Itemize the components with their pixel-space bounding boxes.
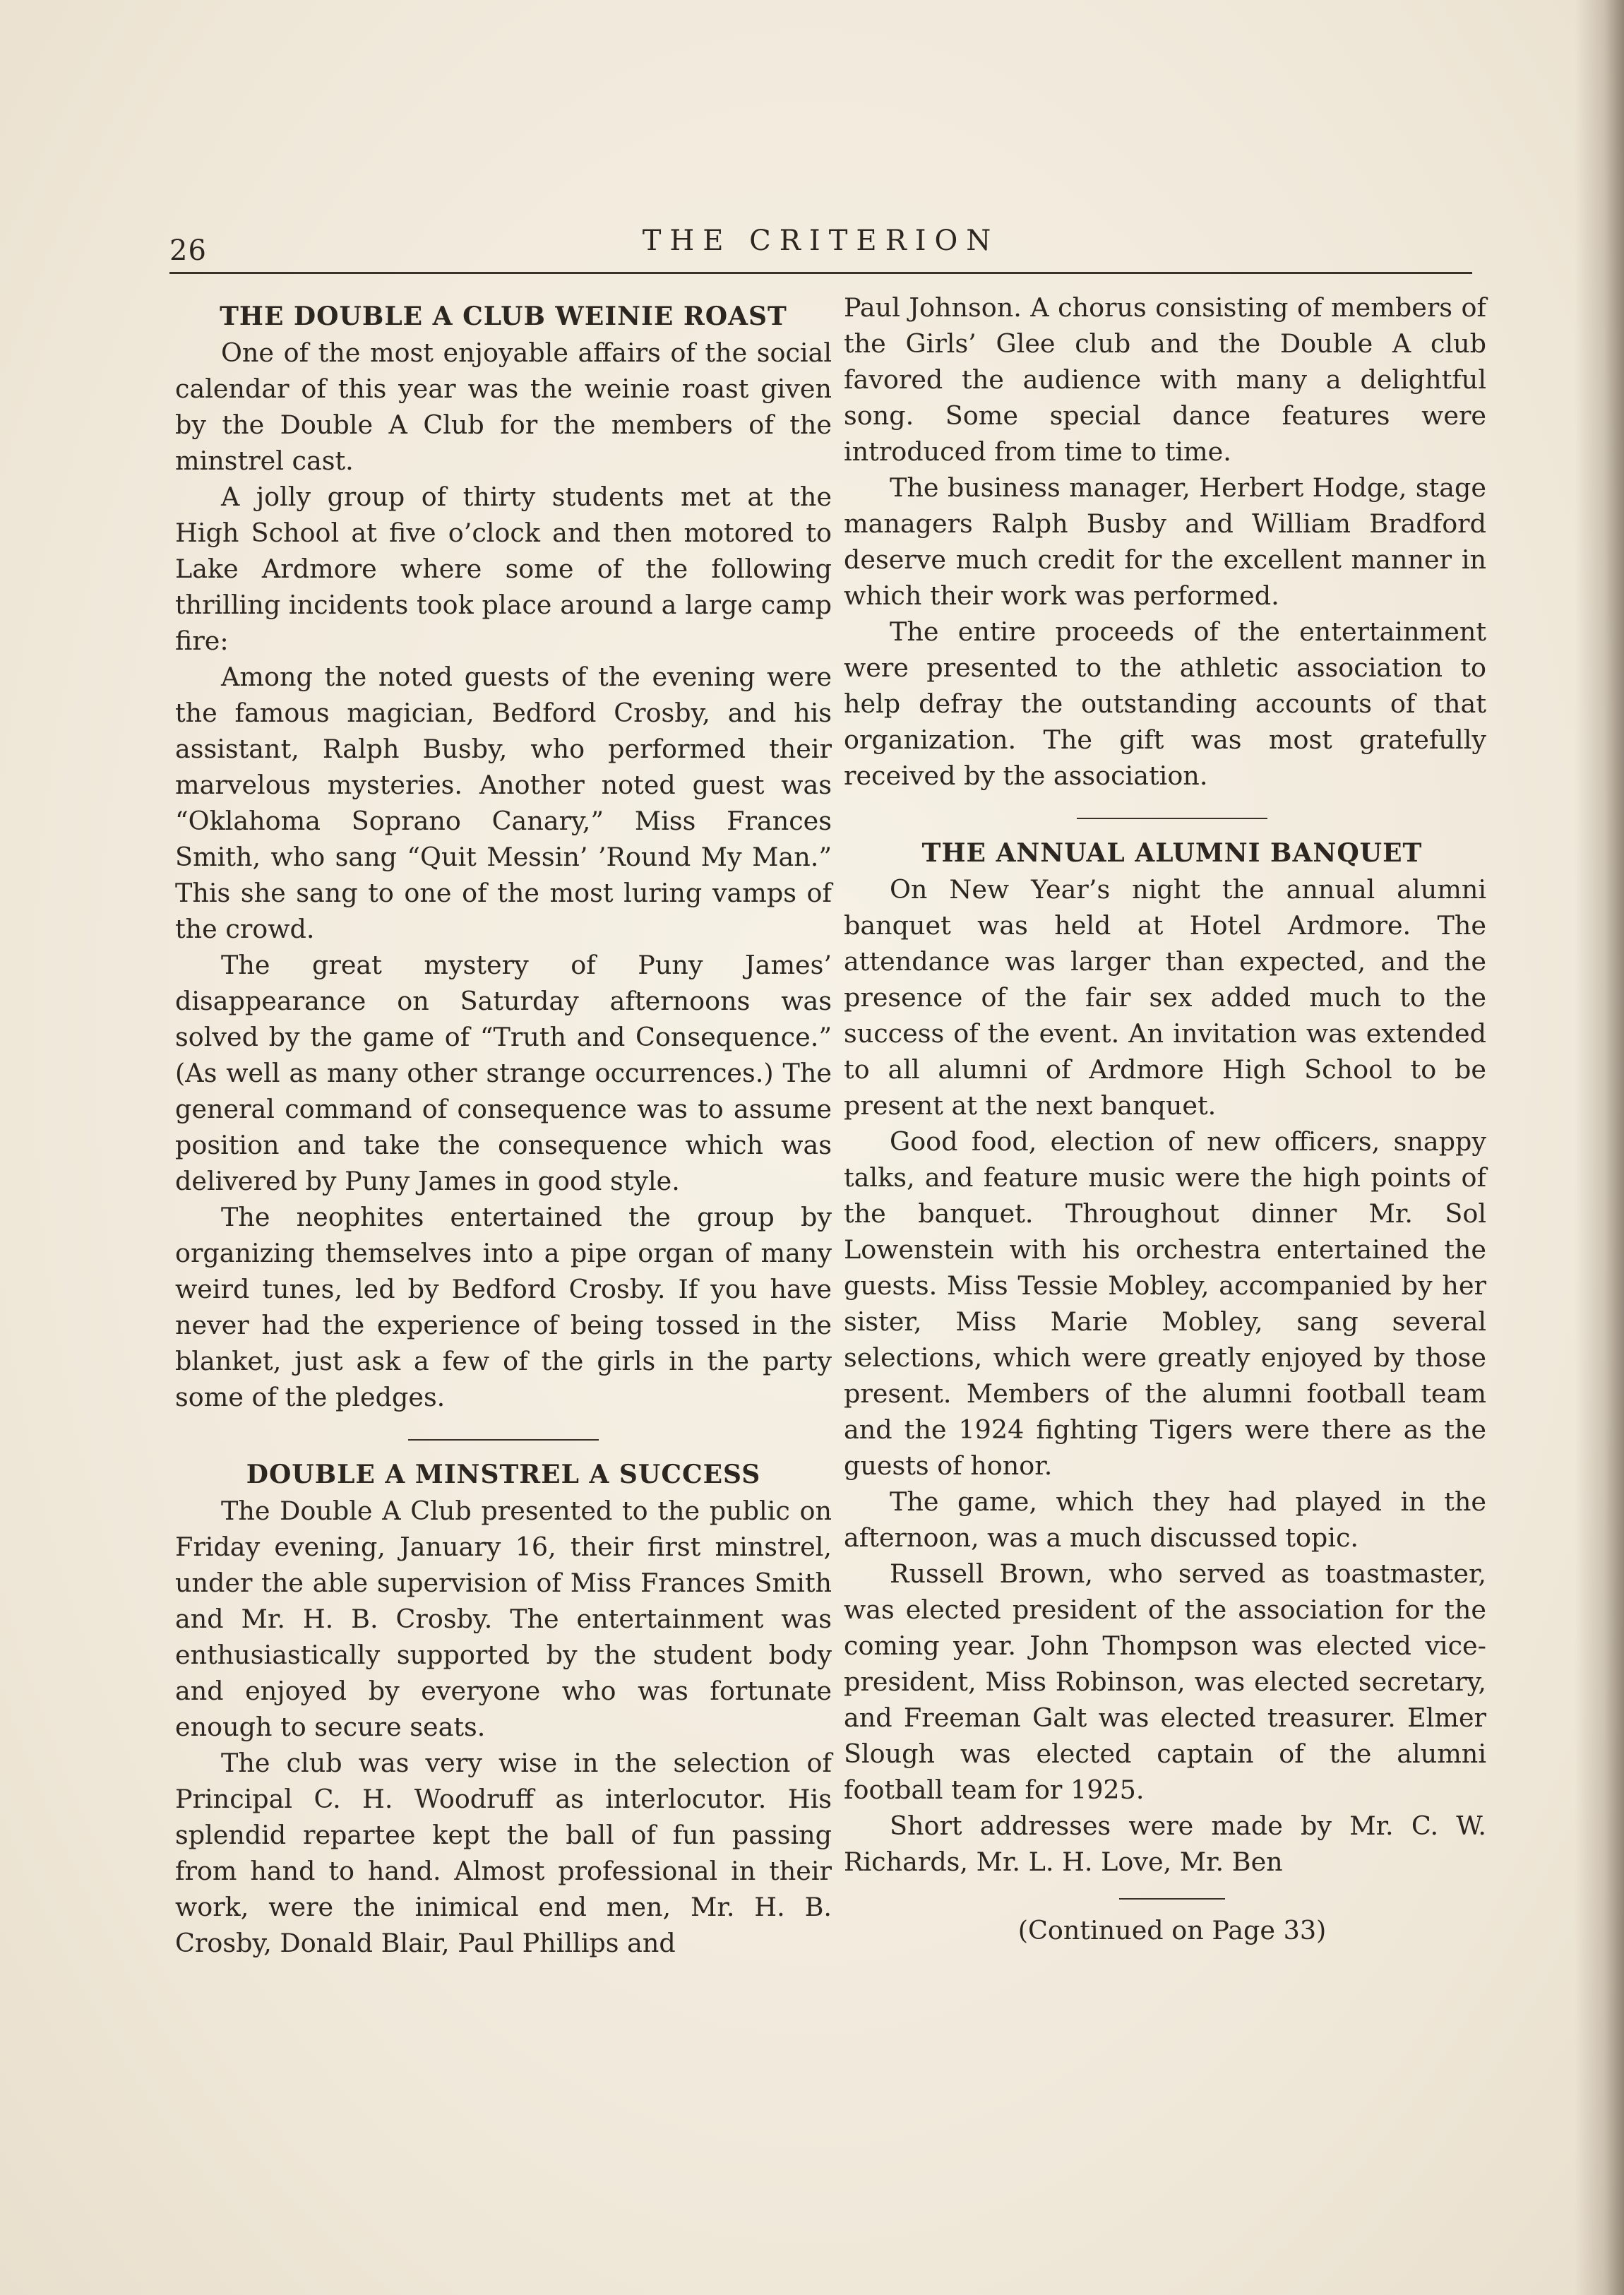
paragraph: One of the most enjoyable affairs of the social calendar of this year was the weinie roast given by the Double A Club for the members of the minstrel cast.: [175, 338, 832, 476]
paragraph: Short addresses were made by Mr. C. W. Richards, Mr. L. H. Love, Mr. Ben: [844, 1811, 1486, 1877]
paragraph: Among the noted guests of the evening were the famous magician, Bedford Crosby, and his assistant, Ralph Busby, who performed their marvelous mysteries. Another noted guest was “Oklahoma Soprano Canary,” Miss Frances Smith, who sang “Quit Messin’ ’Round My Man.” This she sang to one of the most luring vamps of the crowd.: [175, 662, 832, 944]
paragraph: The club was very wise in the selection of Principal C. H. Woodruff as interlocutor. His splendid repartee kept the ball of fun passing from hand to hand. Almost professional in their work, were the inimical end men, Mr. H. B. Crosby, Donald Blair, Paul Phillips and: [175, 1748, 832, 1958]
paragraph: The Double A Club presented to the public on Friday evening, January 16, their first minstrel, under the able supervision of Miss Frances Smith and Mr. H. B. Crosby. The entertainment was enthusiastically supported by the student body and enjoyed by everyone who was fortunate enough to secure seats.: [175, 1496, 832, 1742]
paragraph: The business manager, Herbert Hodge, stage managers Ralph Busby and William Bradford deserve much credit for the excellent manner in which their work was performed.: [844, 472, 1486, 611]
continued-notice: (Continued on Page 33): [1017, 1915, 1327, 1945]
paragraph: The great mystery of Puny James’ disappearance on Saturday afternoons was solved by the game of “Truth and Consequence.” (As well as many other strange occurrences.) The general command of consequence was to assume position and take the consequence which was delivered by Puny James in good style.: [175, 950, 832, 1196]
paragraph: The game, which they had played in the afternoon, was a much discussed topic.: [844, 1486, 1486, 1553]
publication-title: THE CRITERION: [642, 225, 1000, 257]
left-column: [175, 290, 832, 1961]
article-headline-minstrel: DOUBLE A MINSTREL A SUCCESS: [246, 1460, 761, 1489]
paragraph: The neophites entertained the group by organizing themselves into a pipe organ of many weird tunes, led by Bedford Crosby. If you have never had the experience of being tossed in the blanket, just ask a few of the girls in the party some of the pledges.: [175, 1202, 832, 1412]
section-divider: [408, 1439, 599, 1441]
paragraph: Paul Johnson. A chorus consisting of members of the Girls’ Glee club and the Double A club favored the audience with many a delightful song. Some special dance features were introduced from time to time.: [844, 292, 1486, 467]
right-column: [844, 290, 1500, 1948]
paragraph: On New Year’s night the annual alumni banquet was held at Hotel Ardmore. The attendance was larger than expected, and the presence of the fair sex added much to the success of the event. An invitation was extended to all alumni of Ardmore High School to be present at the next banquet.: [844, 874, 1486, 1121]
paragraph: Good food, election of new officers, snappy talks, and feature music were the high points of the banquet. Throughout dinner Mr. Sol Lowenstein with his orchestra entertained the guests. Miss Tessie Mobley, accompanied by her sister, Miss Marie Mobley, sang several selections, which were greatly enjoyed by those present. Members of the alumni football team and the 1924 fighting Tigers were there as the guests of honor.: [844, 1126, 1486, 1481]
paragraph: Russell Brown, who served as toastmaster, was elected president of the association for the coming year. John Thompson was elected vice-president, Miss Robinson, was elected secretary, and Freeman Galt was elected treasurer. Elmer Slough was elected captain of the alumni football team for 1925.: [844, 1558, 1486, 1805]
binding-shadow: [1575, 0, 1624, 2295]
page-header: [169, 220, 1472, 277]
article-headline-alumni-banquet: THE ANNUAL ALUMNI BANQUET: [921, 838, 1423, 868]
section-divider: [1077, 818, 1267, 819]
section-divider: [1119, 1898, 1225, 1900]
article-headline-weinie-roast: THE DOUBLE A CLUB WEINIE ROAST: [220, 302, 787, 331]
header-rule: [169, 272, 1472, 274]
paragraph: A jolly group of thirty students met at the High School at five o’clock and then motored to Lake Ardmore where some of the following thrilling incidents took place around a large camp fire:: [175, 482, 832, 656]
paragraph: The entire proceeds of the entertainment were presented to the athletic association to help defray the outstanding accounts of that organization. The gift was most gratefully received by the association.: [844, 616, 1486, 791]
page-number: 26: [169, 234, 207, 267]
